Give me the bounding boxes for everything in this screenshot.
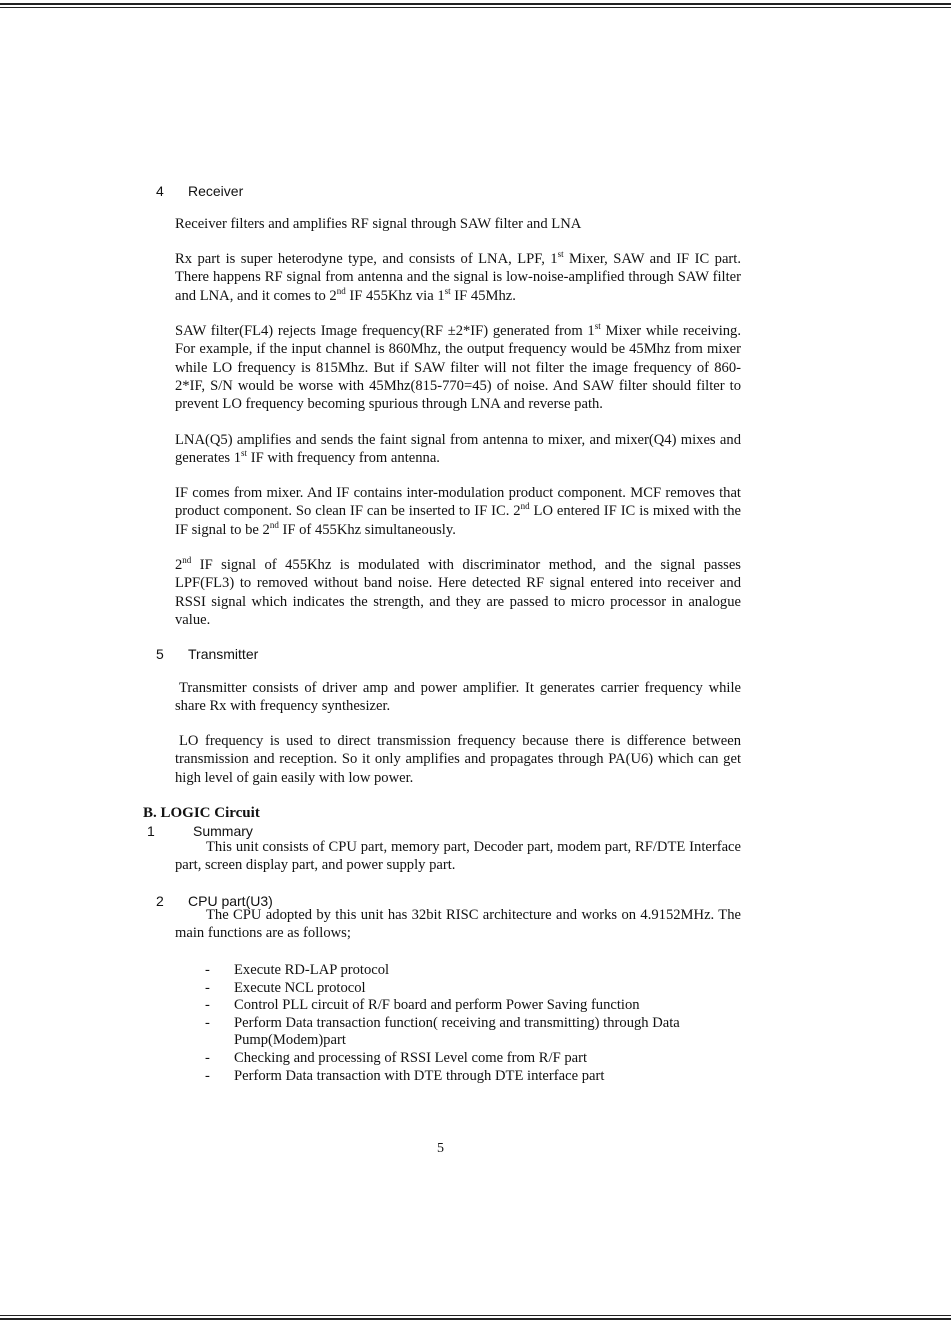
bottom-border-rule [0, 1318, 951, 1320]
page-number: 5 [437, 1141, 444, 1156]
list-item: - Control PLL circuit of R/F board and perform Power Saving function [205, 997, 640, 1014]
cpu-function-list [205, 962, 745, 1085]
list-item: - Checking and processing of RSSI Level come from R/F part [205, 1049, 588, 1066]
summary-heading-title: Summary [193, 823, 253, 839]
transmitter-paragraph-2: LO frequency is used to direct transmission frequency because there is difference between transmission and reception. So it only amplifies and propagates through PA(U6) which can get high level of gain easily with low power. [175, 733, 741, 786]
transmitter-heading [156, 646, 258, 663]
list-item: - Execute NCL protocol [205, 979, 366, 996]
receiver-paragraph-5: IF comes from mixer. And IF contains inter-modulation product component. MCF removes that product component. So clean IF can be inserted to IF IC. 2nd LO entered IF IC is mixed with the IF signal to be 2nd IF of 455Khz simultaneously. [175, 485, 742, 538]
summary-paragraph: This unit consists of CPU part, memory part, Decoder part, modem part, RF/DTE Interface part, screen display part, and power supply part. [175, 839, 741, 874]
logic-circuit-heading: B. LOGIC Circuit [143, 805, 260, 821]
cpu-heading-number: 2 [156, 893, 164, 909]
receiver-paragraph-2: Rx part is super heterodyne type, and consists of LNA, LPF, 1st Mixer, SAW and IF IC part. There happens RF signal from antenna and the signal is low-noise-amplified through SAW filter and LNA, and it comes to 2nd IF 455Khz via 1st IF 45Mhz. [175, 249, 741, 304]
list-item: - Execute RD-LAP protocol [205, 962, 390, 978]
transmitter-heading-number: 5 [156, 646, 164, 662]
receiver-heading [156, 183, 243, 200]
receiver-paragraph-6: 2nd IF signal of 455Khz is modulated with discriminator method, and the signal passes LPF(FL3) to removed without band noise. Here detected RF signal entered into receiver and RSSI signal which indicates the strength, and they are passed to micro processor in analogue value. [175, 555, 741, 628]
cpu-paragraph: The CPU adopted by this unit has 32bit RISC architecture and works on 4.9152MHz. The main functions are as follows; [175, 907, 741, 942]
bottom-border-rule-inner [0, 1315, 951, 1316]
summary-heading-number: 1 [147, 823, 155, 839]
receiver-paragraph-3: SAW filter(FL4) rejects Image frequency(RF ±2*IF) generated from 1st Mixer while receiving. For example, if the input channel is 860Mhz, the output frequency would be 45Mhz from mixer while LO frequency is 815Mhz. But if SAW filter will not filter the image frequency of 860-2*IF, S/N would be worse with 45Mhz(815-770=45) of noise. And SAW filter should filter to prevent LO frequency becoming spurious through LNA and reverse path. [175, 321, 741, 413]
list-item: - Perform Data transaction with DTE through DTE interface part [205, 1067, 605, 1084]
receiver-paragraph-4: LNA(Q5) amplifies and sends the faint signal from antenna to mixer, and mixer(Q4) mixes and generates 1st IF with frequency from antenna. [175, 432, 741, 467]
transmitter-heading-title: Transmitter [188, 646, 259, 662]
receiver-paragraph-1: Receiver filters and amplifies RF signal through SAW filter and LNA [175, 216, 582, 232]
receiver-heading-number: 4 [156, 183, 164, 199]
transmitter-paragraph-1: Transmitter consists of driver amp and power amplifier. It generates carrier frequency while share Rx with frequency synthesizer. [175, 680, 741, 715]
cpu-heading-title: CPU part(U3) [188, 893, 273, 909]
top-border-rule-inner [0, 7, 951, 8]
receiver-heading-title: Receiver [188, 183, 244, 199]
list-item: - Perform Data transaction function( receiving and transmitting) through Data Pump(Modem)part [205, 1014, 680, 1049]
top-border-rule [0, 3, 951, 5]
